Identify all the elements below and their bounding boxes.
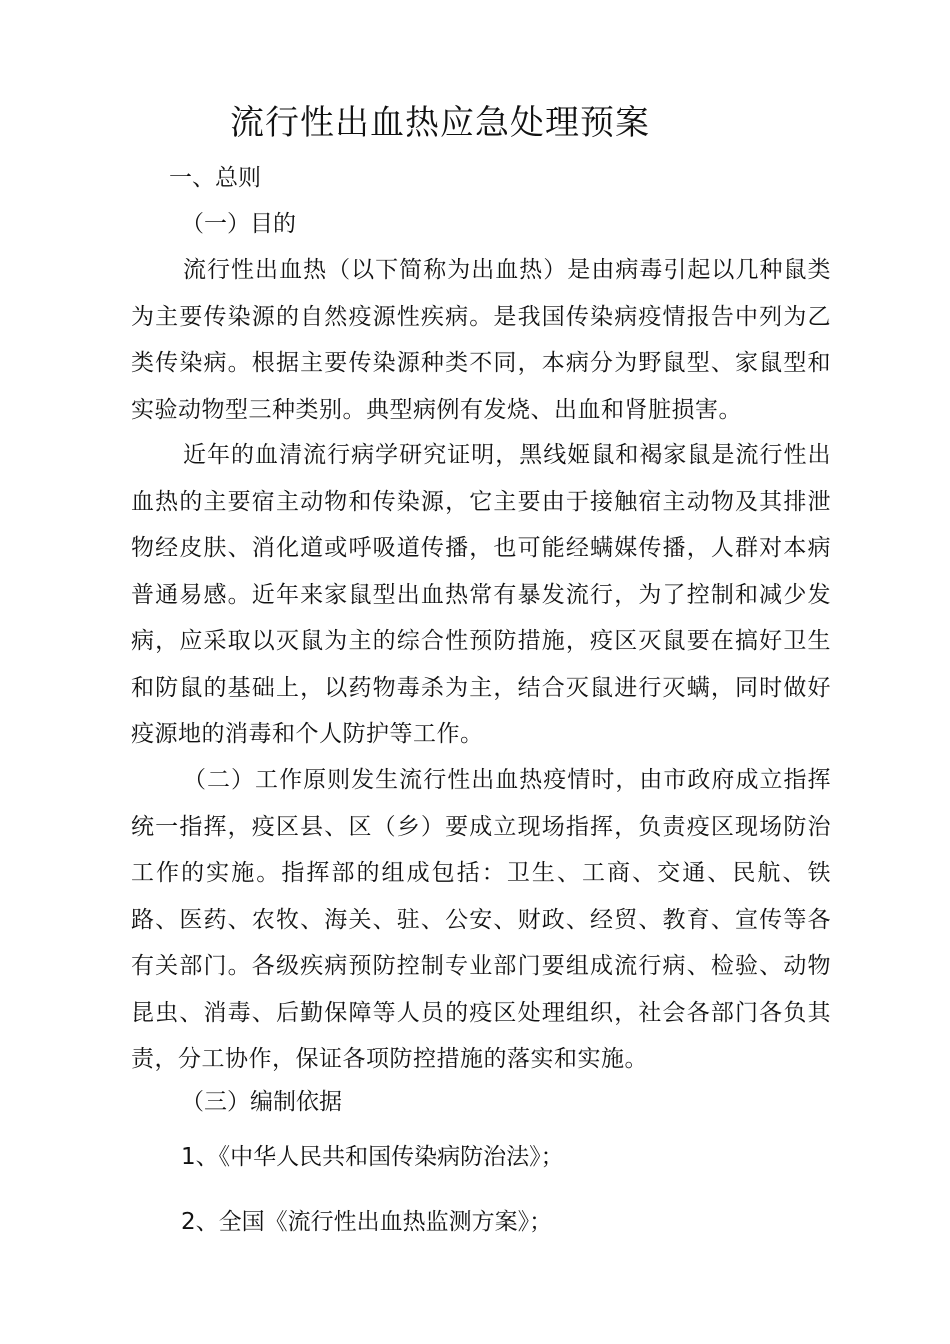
paragraph-purpose-1: 流行性出血热（以下简称为出血热）是由病毒引起以几种鼠类为主要传染源的自然疫源性疾病。是我国传染病疫情报告中列为乙类传染病。根据主要传染源种类不同，本病分为野鼠型、家鼠型和实验动物型三种类别。典型病例有发烧、出血和肾脏损害。 — [131, 257, 831, 423]
document-title: 流行性出血热应急处理预案 — [230, 103, 650, 143]
basis-item-2: 2、全国《流行性出血热监测方案》； — [181, 1209, 553, 1235]
subsection-heading-purpose: （一）目的 — [181, 211, 296, 237]
subsection-heading-basis: （三）编制依据 — [181, 1089, 342, 1115]
section-heading-general: 一、总则 — [169, 165, 261, 191]
paragraph-work-principle: （二）工作原则发生流行性出血热疫情时，由市政府成立指挥统一指挥，疫区县、区（乡）要成立现场指挥，负责疫区现场防治工作的实施。指挥部的组成包括：卫生、工商、交通、民航、铁路、医药、农牧、海关、驻、公安、财政、经贸、教育、宣传等各有关部门。各级疾病预防控制专业部门要组成流行病、检验、动物昆虫、消毒、后勤保障等人员的疫区处理组织，社会各部门各负其责，分工协作，保证各项防控措施的落实和实施。 — [131, 767, 831, 1072]
basis-item-1: 1、《中华人民共和国传染病防治法》； — [181, 1144, 564, 1170]
paragraph-purpose-2: 近年的血清流行病学研究证明，黑线姬鼠和褐家鼠是流行性出血热的主要宿主动物和传染源，它主要由于接触宿主动物及其排泄物经皮肤、消化道或呼吸道传播，也可能经螨媒传播，人群对本病普通易感。近年来家鼠型出血热常有暴发流行，为了控制和减少发病，应采取以灭鼠为主的综合性预防措施，疫区灭鼠要在搞好卫生和防鼠的基础上，以药物毒杀为主，结合灭鼠进行灭螨，同时做好疫源地的消毒和个人防护等工作。 — [131, 442, 831, 747]
